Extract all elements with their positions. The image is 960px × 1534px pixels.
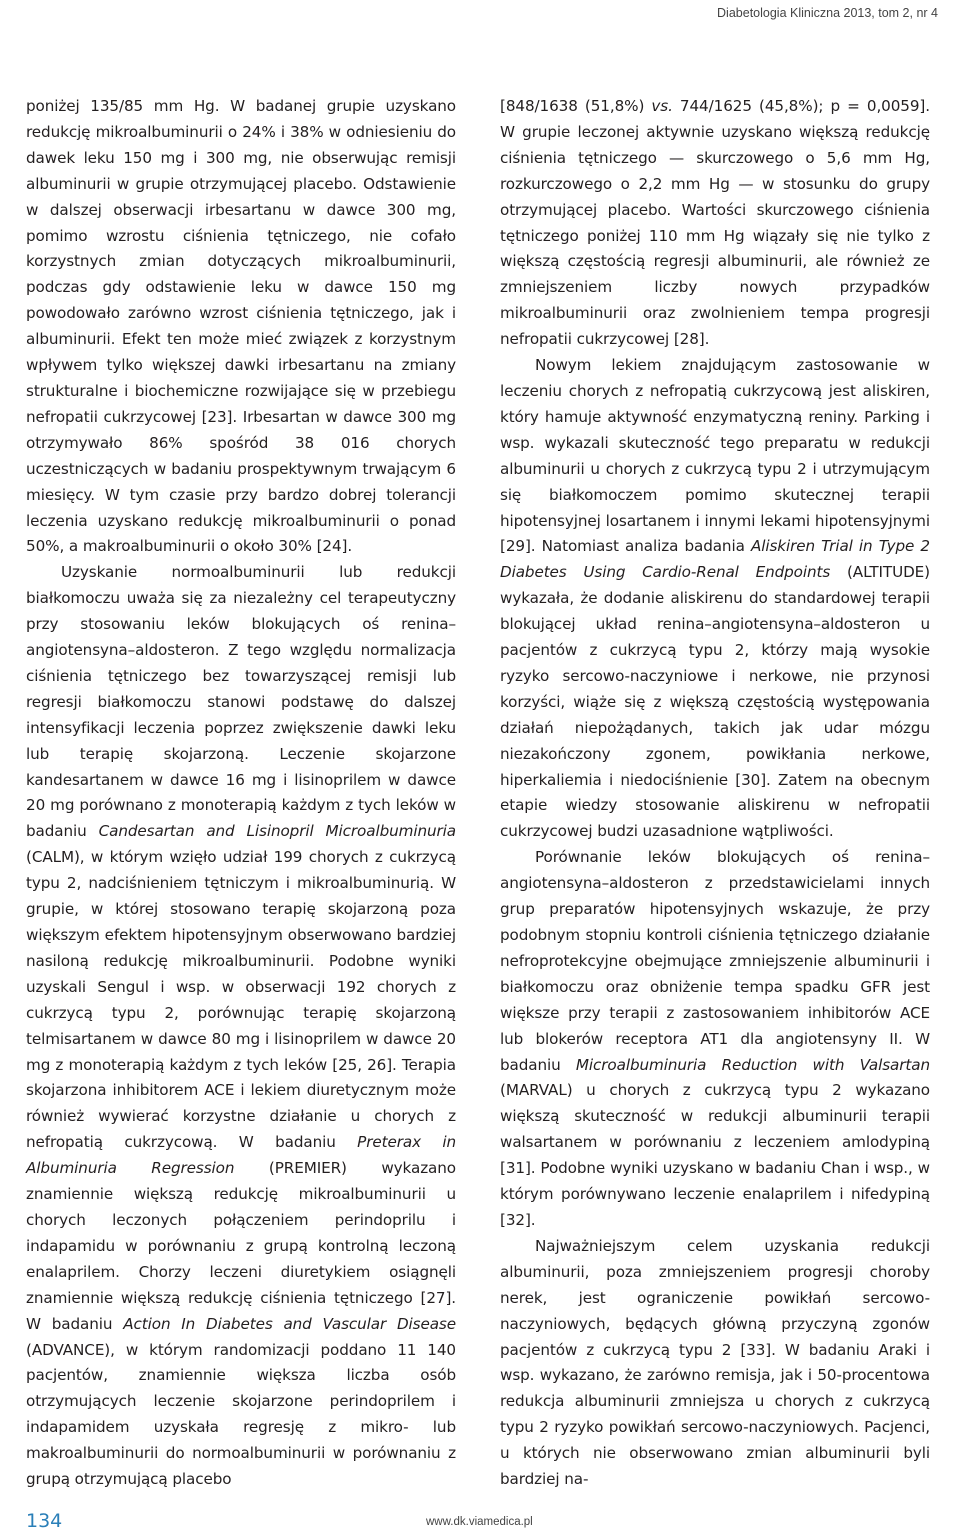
paragraph: Porównanie leków blokujących oś renina–angiotensyna–aldosteron z przedstawicielami innych grup preparatów hipotensyjnych wskazuje, że przy podobnym stopniu kontroli ciśnienia tętniczego działanie nefroprotekcyjne obejmujące zmniejszenie albuminurii i białkomoczu oraz obniżenie tempa spadku GFR jest większe przy terapii z zastosowaniem inhibitorów ACE lub blokerów receptora AT1 dla angiotensyny II. W badaniu Microalbuminuria Reduction with Valsartan (MARVAL) u chorych z cukrzycą typu 2 wykazano większą skuteczność w redukcji albuminurii terapii walsartanem w porównaniu z leczeniem amlodypiną [31]. Podobne wyniki uzyskano w badaniu Chan i wsp., w którym porównywano leczenie enalaprilem i nifedypiną [32]. [500,848,930,1229]
running-header: Diabetologia Kliniczna 2013, tom 2, nr 4 [717,6,938,20]
right-column [500,94,930,1493]
study-name: Action In Diabetes and Vascular Disease [123,1314,456,1333]
study-name: Microalbuminuria Reduction with Valsartan [575,1055,930,1074]
paragraph: poniżej 135/85 mm Hg. W badanej grupie uzyskano redukcję mikroalbuminurii o 24% i 38% w odniesieniu do dawek leku 150 mg i 300 mg, nie obserwując remisji albuminurii w grupie otrzymującej placebo. Odstawienie w dalszej obserwacji irbesartanu w dawce 300 mg, pomimo wzrostu ciśnienia tętniczego, nie cofało korzystnych zmian dotyczących mikroalbuminurii, podczas gdy odstawienie leku w dawce 150 mg powodowało zarówno wzrost ciśnienia tętniczego, jak i albuminurii. Efekt ten może mieć związek z korzystnym wpływem tylko większej dawki irbesartanu na zmiany strukturalne i biochemiczne rozwijające się w przebiegu nefropatii cukrzycowej [23]. Irbesartan w dawce 300 mg otrzymywało 86% spośród 38 016 chorych uczestniczących w badaniu prospektywnym trwającym 6 miesięcy. W tym czasie przy bardzo dobrej tolerancji leczenia uzyskano redukcję mikroalbuminurii o ponad 50%, a makroalbuminurii o około 30% [24]. [26,97,456,556]
study-name: Preterax in Albuminuria Regression [26,1133,456,1178]
paragraph: [848/1638 (51,8%) vs. 744/1625 (45,8%); p = 0,0059]. W grupie leczonej aktywnie uzyskano większą redukcję ciśnienia tętniczego — skurczowego o 5,6 mm Hg, rozkurczowego o 2,2 mm Hg — w stosunku do grupy otrzymującej placebo. Wartości skurczowego ciśnienia tętniczego poniżej 110 mm Hg wiązały się nie tylko z większą częstością regresji albuminurii, ale również ze zmniejszeniem liczby nowych przypadków mikroalbuminurii oraz zwolnieniem tempa progresji nefropatii cukrzycowej [28]. [500,97,930,349]
left-column [26,94,456,1493]
paragraph: Uzyskanie normoalbuminurii lub redukcji białkomoczu uważa się za niezależny cel terapeutyczny przy stosowaniu leków blokujących oś renina–angiotensyna–aldosteron. Z tego względu normalizacja ciśnienia tętniczego bez towarzyszącej remisji lub regresji białkomoczu stanowi podstawę do dalszej intensyfikacji leczenia poprzez zwiększenie dawki leku lub terapię skojarzoną. Leczenie skojarzone kandesartanem w dawce 16 mg i lisinoprilem w dawce 20 mg porównano z monoterapią każdym z tych leków w badaniu Candesartan and Lisinopril Microalbuminuria (CALM), w którym wzięło udział 199 chorych z cukrzycą typu 2, nadciśnieniem tętniczym i mikroalbuminurią. W grupie, w której stosowano terapię skojarzoną poza większym efektem hipotensyjnym obserwowano bardziej nasiloną redukcję mikroalbuminurii. Podobne wyniki uzyskali Sengul i wsp. w obserwacji 192 chorych z cukrzycą typu 2, porównując terapię skojarzoną telmisartanem w dawce 80 mg i lisinoprilem w dawce 20 mg z monoterapią każdym z tych leków [25, 26]. Terapia skojarzona inhibitorem ACE i lekiem diuretycznym może również wywierać korzystne działanie u chorych z nefropatią cukrzycową. W badaniu Preterax in Albuminuria Regression (PREMIER) wykazano znamiennie większą redukcję mikroalbuminurii u chorych leczonych połączeniem perindoprilu i indapamidu w porównaniu z grupą kontrolną leczoną enalaprilem. Chorzy leczeni diuretykiem osiągnęli znamiennie większą redukcję ciśnienia tętniczego [27]. W badaniu Action In Diabetes and Vascular Disease (ADVANCE), w którym randomizacji poddano 11 140 pacjentów, znamiennie większa liczba osób otrzymujących leczenie skojarzone perindoprilem i indapamidem uzyskała regresję z mikro- lub makroalbuminurii do normoalbuminurii w porównaniu z grupą otrzymującą placebo [26,563,456,1489]
study-name: Aliskiren Trial in Type 2 Diabetes Using Cardio-Renal Endpoints [500,537,930,582]
page-number: 134 [26,1510,63,1532]
footer-url[interactable]: www.dk.viamedica.pl [426,1516,533,1528]
study-name: Candesartan and Lisinopril Microalbuminuria [98,822,456,841]
paragraph: Nowym lekiem znajdującym zastosowanie w leczeniu chorych z nefropatią cukrzycową jest aliskiren, który hamuje aktywność enzymatyczną reniny. Parking i wsp. wykazali skuteczność tego preparatu w redukcji albuminurii u chorych z cukrzycą typu 2 i utrzymującym się białkomoczem pomimo skutecznej terapii hipotensyjnej losartanem i innymi lekami hipotensyjnymi [29]. Natomiast analiza badania Aliskiren Trial in Type 2 Diabetes Using Cardio-Renal Endpoints (ALTITUDE) wykazała, że dodanie aliskirenu do standardowej terapii blokującej układ renina–angiotensyna–aldosteron u pacjentów z cukrzycą typu 2, którzy mają wysokie ryzyko sercowo-naczyniowe i nerkowe, nie przynosi korzyści, wiąże się z większą częstością występowania działań niepożądanych, takich jak udar mózgu niezakończony zgonem, powikłania nerkowe, hiperkaliemia i niedociśnienie [30]. Zatem na obecnym etapie wiedzy stosowanie aliskirenu w nefropatii cukrzycowej budzi uzasadnione wątpliwości. [500,356,931,841]
paragraph: Najważniejszym celem uzyskania redukcji albuminurii, poza zmniejszeniem progresji choroby nerek, jest ograniczenie powikłań sercowo-naczyniowych, będących główną przyczyną zgonów pacjentów z cukrzycą typu 2 [33]. W badaniu Araki i wsp. wykazano, że zarówno remisja, jak i 50-procentowa redukcja albuminurii zmniejsza u chorych z cukrzycą typu 2 ryzyko powikłań sercowo-naczyniowych. Pacjenci, u których nie obserwowano zmian albuminurii byli bardziej na- [500,1236,930,1489]
